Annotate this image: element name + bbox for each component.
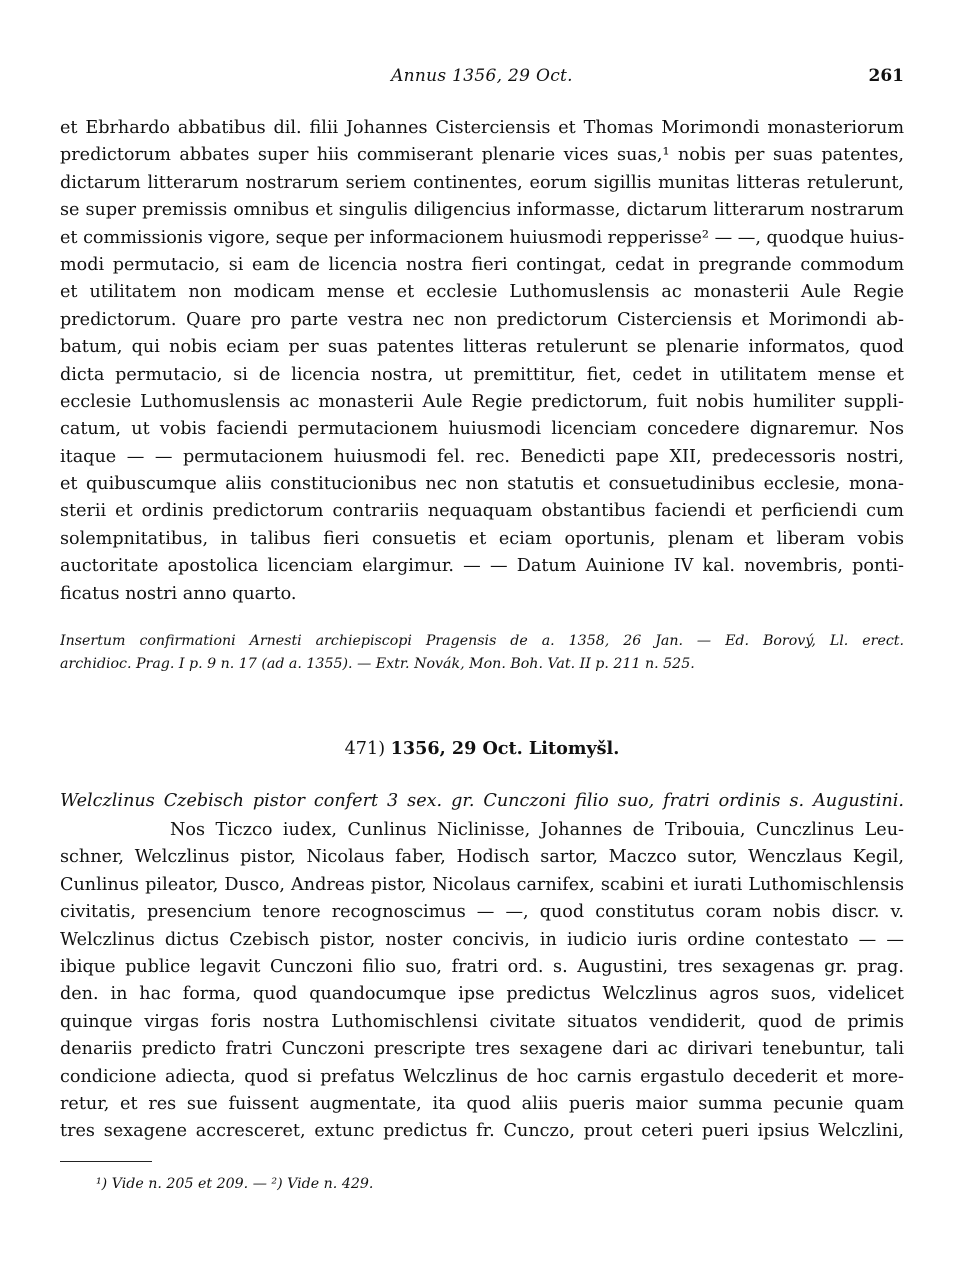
text-line: solempnitatibus, in talibus fieri consuetis et eciam oportunis, plenam et liberam vobis [60, 528, 904, 549]
text-line: catum, ut vobis faciendi permutacionem huiusmodi licenciam concedere dignaremur. Nos [60, 419, 904, 440]
text-line: itaque — — permutacionem huiusmodi fel. rec. Benedicti pape XII, predecessoris nostri, [60, 446, 904, 467]
document-heading [60, 738, 904, 759]
text-line: et quibuscumque aliis constitucionibus nec non statutis et consuetudinibus ecclesie, mona- [60, 474, 904, 495]
text-line: civitatis, presencium tenore recognoscimus — —, quod constitutus coram nobis discr. v. [60, 902, 904, 923]
text-line: dicta permutacio, si de licencia nostra, ut premittitur, fiet, cedet in utilitatem mense et [60, 364, 904, 385]
text-line: dictarum litterarum nostrarum seriem continentes, eorum sigillis munitas litteras retulerunt, [60, 172, 904, 193]
page-number: 261 [868, 66, 904, 86]
regest-summary: Welczlinus Czebisch pistor confert 3 sex. gr. Cunczoni filio suo, fratri ordinis s. Augustini. [60, 791, 904, 811]
document-number: 471) [344, 739, 386, 759]
text-line: et utilitatem non modicam mense et ecclesie Luthomuslensis ac monasterii Aule Regie [60, 282, 904, 303]
text-line: predictorum. Quare pro parte vestra nec non predictorum Cisterciensis et Morimondi ab- [60, 309, 904, 330]
text-line: ficatus nostri anno quarto. [60, 583, 297, 604]
footnotes: ¹) Vide n. 205 et 209. — ²) Vide n. 429. [96, 1176, 374, 1192]
text-line: retur, et res sue fuissent augmentate, ita quod aliis pueris maior summa pecunie quam [60, 1093, 904, 1114]
text-line: condicione adiecta, quod si prefatus Welczlinus de hoc carnis ergastulo decederit et more- [60, 1066, 904, 1087]
source-note-line: Insertum confirmationi Arnesti archiepiscopi Pragensis de a. 1358, 26 Jan. — Ed. Borový, Ll. erect. [60, 633, 904, 649]
text-line: Welczlinus dictus Czebisch pistor, noster concivis, in iudicio iuris ordine contestato — — [60, 929, 904, 950]
text-line: et Ebrhardo abbatibus dil. filii Johannes Cisterciensis et Thomas Morimondi monasteriorum [60, 118, 904, 138]
footnote-separator [60, 1161, 152, 1162]
text-line: se super premissis omnibus et singulis diligencius informasse, dictarum litterarum nostrarum [60, 200, 904, 221]
text-line: sterii et ordinis predictorum contrariis nequaquam obstantibus faciendi et perficiendi cum [60, 501, 904, 522]
text-line: Cunlinus pileator, Dusco, Andreas pistor, Nicolaus carnifex, scabini et iurati Luthomischlensis [60, 874, 904, 895]
text-line: quinque virgas foris nostra Luthomischlensi civitate situatos vendiderit, quod de primis [60, 1011, 904, 1032]
text-line: batum, qui nobis eciam per suas patentes litteras retulerunt se plenarie informatos, quod [60, 337, 904, 358]
charter-text-continuation [60, 115, 904, 608]
document-date-place: 1356, 29 Oct. Litomyšl. [390, 738, 620, 759]
text-line: ibique publice legavit Cunczoni filio suo, fratri ord. s. Augustini, tres sexagenas gr. prag. [60, 956, 904, 977]
text-line: Nos Ticzco iudex, Cunlinus Niclinisse, Johannes de Tribouia, Cunczlinus Leu- [170, 820, 904, 840]
charter-text [60, 817, 904, 1146]
text-line: den. in hac forma, quod quandocumque ipse predictus Welczlinus agros suos, videlicet [60, 984, 904, 1005]
text-line: denariis predicto fratri Cunczoni prescripte tres sexagene dari ac dirivari tenebuntur, tali [60, 1039, 904, 1060]
text-line: auctoritate apostolica licenciam elargimur. — — Datum Auinione IV kal. novembris, ponti- [60, 556, 904, 577]
text-line: et commissionis vigore, seque per informacionem huiusmodi repperisse² — —, quodque huius- [60, 227, 904, 248]
page-header [60, 66, 904, 90]
source-note [60, 630, 904, 676]
text-line: modi permutacio, si eam de licencia nostra fieri contingat, cedat in pregrande commodum [60, 254, 904, 275]
text-line: ecclesie Luthomuslensis ac monasterii Aule Regie predictorum, fuit nobis humiliter suppli- [60, 391, 904, 412]
text-line: predictorum abbates super hiis commiserant plenarie vices suas,¹ nobis per suas patentes, [60, 145, 904, 166]
source-note-line: archidioc. Prag. I p. 9 n. 17 (ad a. 1355). — Extr. Novák, Mon. Boh. Vat. II p. 211 n. 525. [60, 656, 695, 672]
text-line: schner, Welczlinus pistor, Nicolaus faber, Hodisch sartor, Maczco sutor, Wenczlaus Kegil, [60, 847, 904, 868]
running-title: Annus 1356, 29 Oct. [391, 66, 573, 86]
text-line: tres sexagene accresceret, extunc predictus fr. Cunczo, prout ceteri pueri ipsius Welczlini, [60, 1121, 904, 1142]
